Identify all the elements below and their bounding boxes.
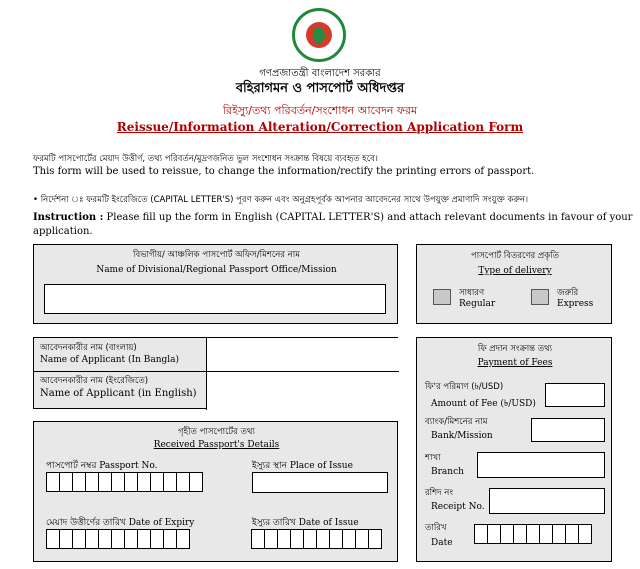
applicant-english-label-bn: আবেদনকারীর নাম (ইংরেজিতে) [40, 376, 149, 386]
fee-amount-label-en: Amount of Fee (৳/USD) [431, 399, 536, 409]
received-passport-section [33, 421, 398, 562]
map-icon [313, 27, 325, 43]
delivery-title-english: Type of delivery [478, 266, 552, 276]
applicant-english-label-en: Name of Applicant (in English) [40, 388, 197, 399]
fee-amount-label-bn: ফি'র পরিমাণ (৳/USD) [425, 382, 504, 392]
delivery-title-bangla: পাসপোর্ট বিতরণের প্রকৃতি [470, 251, 560, 261]
date-of-expiry-cells[interactable] [47, 529, 190, 549]
instruction-english [33, 211, 633, 239]
office-label-bangla: বিভাগীয়/ আঞ্চলিক পাসপোর্ট অফিস/মিশনের নাম [133, 250, 300, 260]
form-title-english: Reissue/Information Alteration/Correction Application Form [116, 120, 524, 134]
receipt-label-en: Receipt No. [431, 502, 485, 512]
regular-label-english: Regular [459, 299, 496, 309]
date-of-expiry-label-bn: মেয়াদ উত্তীর্ণের তারিখ [46, 518, 126, 528]
government-seal [292, 8, 346, 62]
fees-title-english: Payment of Fees [477, 358, 553, 368]
regular-checkbox[interactable] [433, 289, 451, 305]
purpose-english: This form will be used to reissue, to change the information/rectify the printing errors of passport. [33, 166, 535, 177]
branch-label-bn: শাখা [425, 453, 441, 463]
express-label-bangla: জরুরি [557, 288, 579, 298]
place-of-issue-field[interactable] [252, 472, 388, 493]
passport-no-label-en: Passport No. [99, 461, 158, 471]
applicant-name-bangla-field[interactable] [207, 338, 398, 371]
instruction-label: Instruction : [33, 212, 104, 223]
branch-label-en: Branch [431, 467, 464, 477]
place-of-issue-label-en: Place of Issue [289, 461, 353, 471]
express-checkbox[interactable] [531, 289, 549, 305]
fee-amount-field[interactable] [545, 383, 605, 407]
office-section [33, 244, 398, 324]
passport-no-label-bn: পাসপোর্ট নম্বর [46, 461, 97, 471]
fees-title-bangla: ফি প্রদান সংক্রান্ত তথ্য [477, 344, 553, 354]
applicant-name-section [33, 337, 398, 409]
place-of-issue-label-bn: ইস্যুর স্থান [252, 461, 287, 471]
delivery-section [416, 244, 612, 324]
applicant-name-english-field[interactable] [207, 372, 398, 409]
department-name: বহিরাগমন ও পাসপোর্ট অধিদপ্তর [235, 81, 405, 96]
government-name: গণপ্রজাতন্ত্রী বাংলাদেশ সরকার [259, 68, 381, 79]
receipt-field[interactable] [489, 488, 605, 514]
fee-date-cells[interactable] [475, 524, 592, 544]
fees-section [416, 337, 612, 562]
office-name-field[interactable] [44, 284, 386, 314]
fee-date-label-bn: তারিখ [425, 523, 447, 533]
applicant-bangla-label-en: Name of Applicant (In Bangla) [40, 355, 180, 365]
instruction-bangla: • নির্দেশনা ঃ ফরমটি ইংরেজিতে (CAPITAL LETTER'S) পূরণ করুন এবং অনুগ্রহপূর্বক আপনার আবেদনের সাথে উপযুক্ত প্রমাণাদি সংযুক্ত করুন। [33, 195, 529, 205]
branch-field[interactable] [477, 452, 605, 478]
purpose-bangla: ফরমটি পাসপোর্টের মেয়াদ উত্তীর্ণ, তথ্য পরিবর্তন/মুদ্রণজনিত ভুল সংশোধন সংক্রান্ত বিষয়ে ব্যবহৃত হবে। [33, 154, 378, 164]
passport-no-label [46, 458, 157, 473]
form-title-bangla: রিইস্যু/তথ্য পরিবর্তন/সংশোধন আবেদন ফরম [222, 104, 418, 117]
date-of-expiry-label-en: Date of Expiry [128, 518, 195, 528]
date-of-issue-label [252, 515, 359, 530]
received-title-bangla: গৃহীত পাসপোর্টের তথ্য [178, 427, 255, 437]
passport-no-cells[interactable] [47, 472, 203, 492]
fee-date-label-en: Date [431, 538, 453, 548]
receipt-label-bn: রশিদ নং [425, 488, 454, 498]
date-of-expiry-label [46, 515, 194, 530]
applicant-bangla-label-bn: আবেদনকারীর নাম (বাংলায়) [40, 343, 137, 353]
regular-label-bangla: সাধারণ [459, 288, 485, 298]
date-of-issue-label-en: Date of Issue [298, 518, 359, 528]
instruction-text: Please fill up the form in English (CAPITAL LETTER'S) and attach relevant documents in favour of your application. [33, 212, 633, 237]
date-of-issue-cells[interactable] [252, 529, 382, 549]
received-title-english: Received Passport's Details [153, 440, 280, 450]
date-of-issue-label-bn: ইস্যুর তারিখ [252, 518, 296, 528]
express-label-english: Express [557, 299, 594, 309]
bank-field[interactable] [531, 418, 605, 442]
bank-label-en: Bank/Mission [431, 431, 493, 441]
bank-label-bn: ব্যাংক/মিশনের নাম [425, 417, 488, 427]
office-label-english: Name of Divisional/Regional Passport Office/Mission [96, 265, 337, 275]
place-of-issue-label [252, 458, 353, 473]
